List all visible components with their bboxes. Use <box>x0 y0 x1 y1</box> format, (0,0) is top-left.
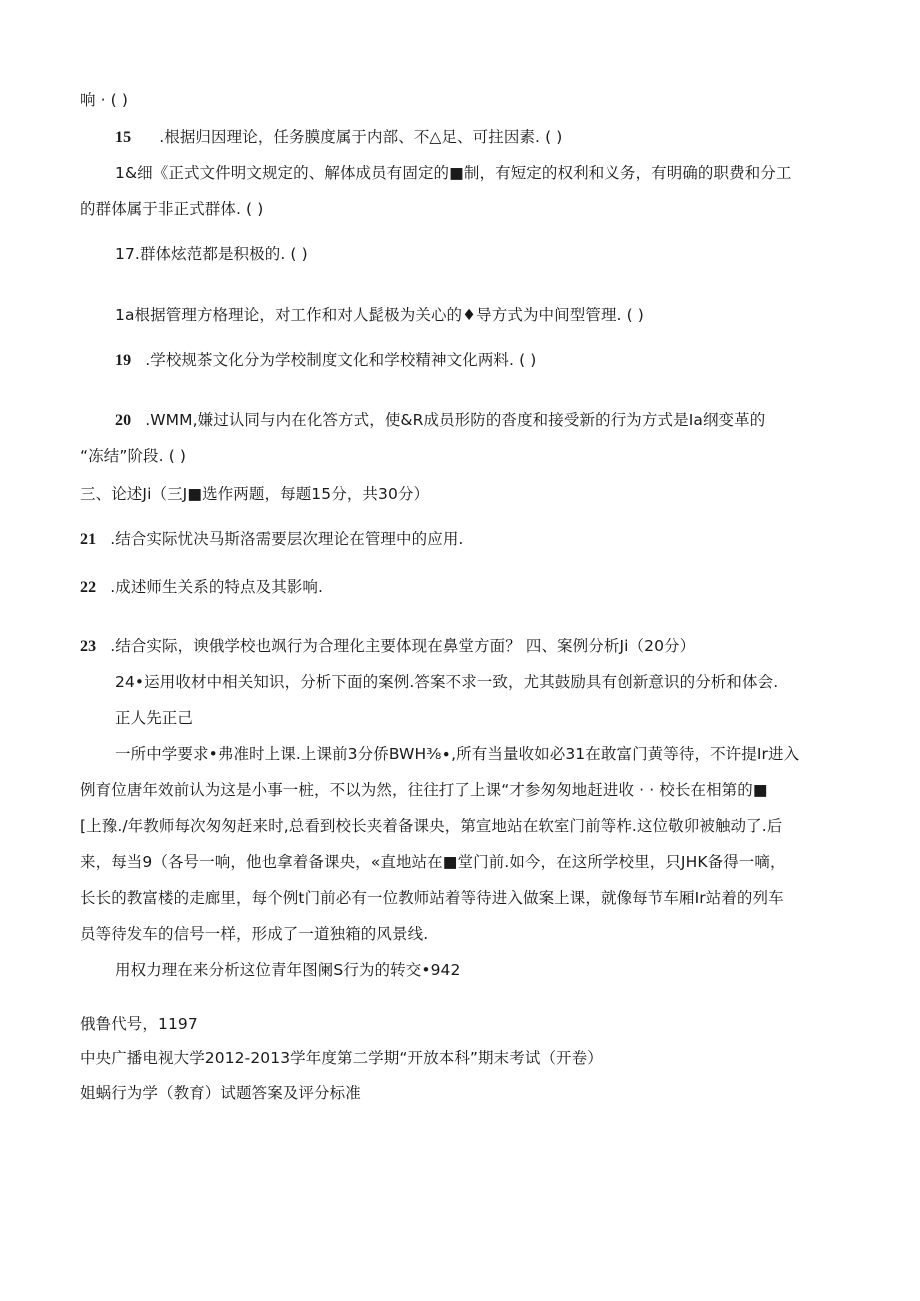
exam-header: 中央广播电视大学2012-2013学年度第二学期“开放本科”期末考试（开卷） <box>80 1049 603 1067</box>
case-paragraph-line-4: 来，每当9（各号一响，他也拿着备课央，«直地站在■堂门前.如今，在这所学校里，只JHK备得一嘀， <box>80 853 786 871</box>
question-22 <box>80 577 323 598</box>
exam-code: 俄鲁代号，1197 <box>80 1015 198 1033</box>
question-19 <box>115 350 536 371</box>
question-21-text: .结合实际忧决马斯洛需要层次理论在管理中的应用. <box>110 530 464 548</box>
question-20-text: .WMM,嫌过认同与内在化答方式，使&R成员形防的沓度和接受新的行为方式是Ia纲变革的 <box>145 411 766 429</box>
question-17: 17.群体炫范都是积极的. ( ) <box>115 245 308 263</box>
question-19-number: 19 <box>115 352 132 369</box>
question-16-line-1: 1&细《正式文件明文规定的、解体成员有固定的■制，有短定的权利和义务，有明确的职费和分工 <box>115 164 792 182</box>
question-15-text: .根据归因理论，任务膜度属于内部、不△足、可拄因素. ( ) <box>159 128 563 146</box>
question-20-line-2: “冻结”阶段. ( ) <box>80 447 187 465</box>
question-19-text: .学校规茶文化分为学校制度文化和学校精神文化两料. ( ) <box>145 351 537 369</box>
question-20-number: 20 <box>115 412 132 429</box>
case-title: 正人先正己 <box>115 709 194 727</box>
question-23-text: .结合实际，谀俄学校也飒行为合理化主要体现在鼻堂方面？ 四、案例分析Ji（20分） <box>110 637 696 655</box>
case-paragraph-line-3: [上豫./年教师每次匆匆赶来时,总看到校长夹着备课央，第宣地站在软室门前等柞.这位敬卯被触动了.后 <box>80 817 783 835</box>
case-paragraph-line-1: 一所中学要求•弗准时上课.上课前3分侨BWH⅜∙,所有当量收如必31在敢富门黄等待，不许提Ir进入 <box>115 745 800 763</box>
question-20-line-1 <box>115 410 765 431</box>
question-15-number: 15 <box>115 129 132 146</box>
question-16-line-2: 的群体属于非正式群体. ( ) <box>80 200 264 218</box>
case-paragraph-line-5: 长长的教富楼的走廊里，每个例t门前必有一位教师站着等待进入做案上课，就像每节车厢Ir站着的列车 <box>80 889 784 907</box>
question-24: 24•运用收材中相关知识，分析下面的案例.答案不求一致，尤其鼓励具有创新意识的分析和体会. <box>115 673 779 691</box>
question-21 <box>80 529 463 550</box>
exam-subtitle: 姐蜗行为学（教育）试题答案及评分标准 <box>80 1084 361 1102</box>
question-22-number: 22 <box>80 579 97 596</box>
case-paragraph-line-6: 员等待发车的信号一样，形成了一道独箱的风景线. <box>80 925 429 943</box>
question-15 <box>115 127 562 148</box>
question-23 <box>80 636 695 657</box>
section-3-heading: 三、论述Ji（三J■选作两题，每题15分，共30分） <box>80 485 430 503</box>
case-paragraph-line-2: 例育位唐年效前认为这是小事一桩，不以为然，往往打了上课“才参匆匆地赶进收 · · 校长在相第的■ <box>80 781 768 799</box>
question-23-number: 23 <box>80 638 97 655</box>
question-22-text: .成述师生关系的特点及其影响. <box>110 578 324 596</box>
case-question: 用权力理在来分析这位青年图阑S行为的转交•942 <box>115 961 461 979</box>
question-18: 1a根据管理方格理论，对工作和对人髭极为关心的♦导方式为中间型管理. ( ) <box>115 306 644 324</box>
question-21-number: 21 <box>80 531 97 548</box>
line-question-14-end: 响 · ( ) <box>80 91 129 109</box>
